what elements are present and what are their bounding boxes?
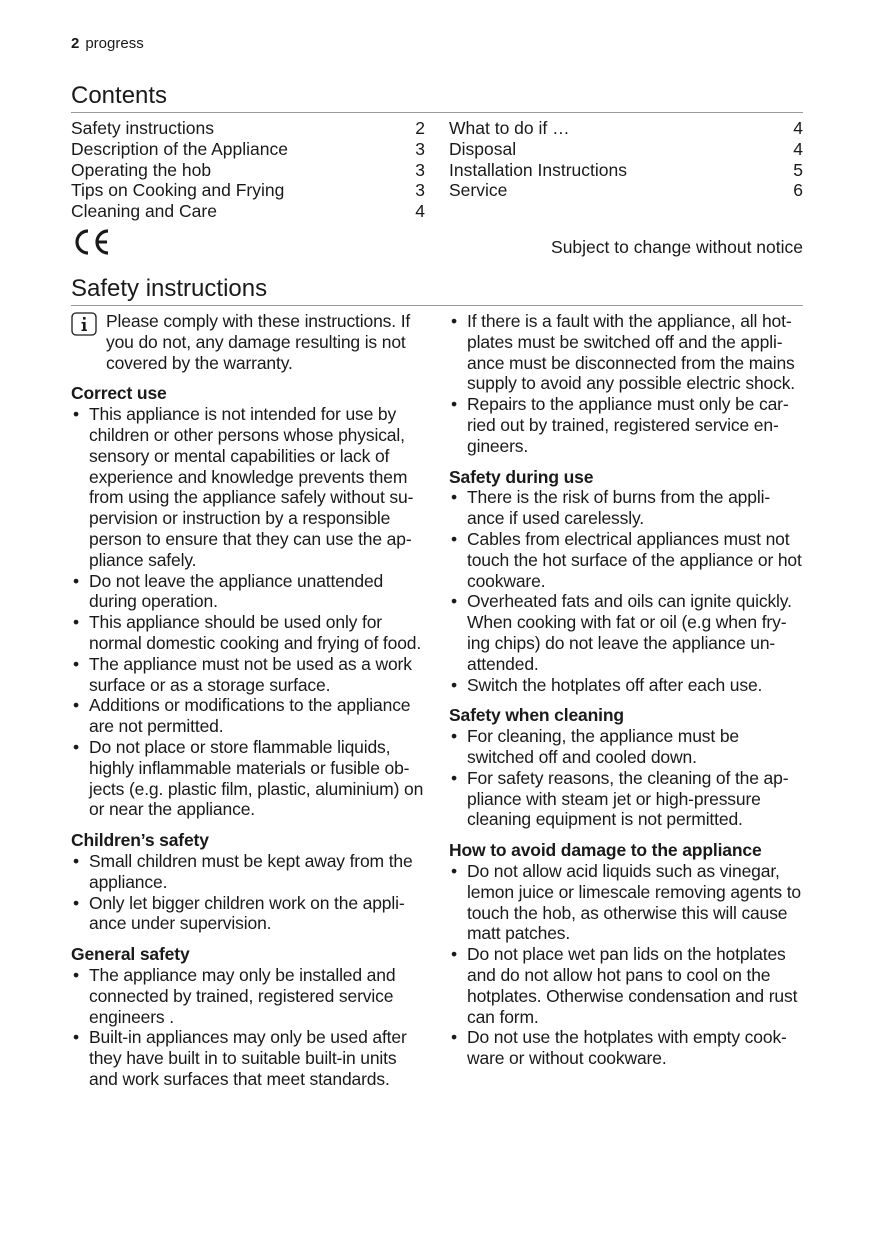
list-item: • This appliance is not intended for use by children or other persons whose physical, sensory or mental capabilities or lack of experience and knowledge prevents them from using the appliance safely without su-pervision or instruction by a responsible person to ensure that they can use the ap-pliance safely. — [71, 404, 425, 570]
right-text-column — [449, 311, 803, 1069]
brand-name: progress — [85, 35, 144, 52]
contents-divider — [71, 112, 803, 113]
list-item: • Overheated fats and oils can ignite quickly. When cooking with fat or oil (e.g when fry-ing chips) do not leave the appliance un-attended. — [449, 591, 803, 674]
toc-entry — [71, 118, 425, 139]
correct-use-heading: Correct use — [71, 383, 167, 404]
list-item: • This appliance should be used only for normal domestic cooking and frying of food. — [71, 612, 425, 654]
toc-label: Installation Instructions — [449, 159, 628, 180]
change-notice: Subject to change without notice — [551, 237, 803, 257]
list-item: • Switch the hotplates off after each use. — [449, 675, 803, 696]
toc-page: 2 — [415, 118, 425, 138]
list-item: • Small children must be kept away from the appliance. — [71, 851, 425, 893]
toc-page: 3 — [415, 138, 425, 159]
general-safety-list — [71, 965, 425, 1090]
list-item: • Do not allow acid liquids such as vinegar, lemon juice or limescale removing agents to touch the hob, as otherwise this will cause matt patches. — [449, 861, 803, 944]
safety-when-cleaning-heading: Safety when cleaning — [449, 705, 624, 726]
list-item: • Built-in appliances may only be used after they have built in to suitable built-in units and work surfaces that meet standards. — [71, 1027, 425, 1089]
info-icon — [71, 312, 97, 336]
toc-page: 3 — [415, 180, 425, 201]
safety-when-cleaning-list — [449, 726, 803, 830]
toc-page: 5 — [793, 159, 803, 180]
general-safety-heading: General safety — [71, 944, 190, 965]
ce-mark-icon — [71, 228, 111, 256]
toc-label: Operating the hob — [71, 159, 212, 180]
toc-entry — [71, 180, 425, 201]
left-text-column — [71, 311, 425, 1090]
safety-title: Safety instructions — [71, 275, 268, 302]
info-text: Please comply with these instructions. If you do not, any damage resulting is not covered by the warranty. — [106, 311, 411, 373]
list-item: • Only let bigger children work on the appli-ance under supervision. — [71, 893, 425, 935]
list-item: • Cables from electrical appliances must not touch the hot surface of the appliance or hot cookware. — [449, 529, 803, 591]
safety-during-use-list — [449, 487, 803, 695]
toc-entry — [449, 139, 803, 160]
toc-label: Tips on Cooking and Frying — [71, 180, 285, 201]
safety-during-use-heading: Safety during use — [449, 466, 594, 487]
toc-label: What to do if … — [449, 118, 570, 138]
toc-label: Disposal — [449, 138, 517, 159]
correct-use-list — [71, 404, 425, 820]
toc-label: Safety instructions — [71, 118, 214, 138]
list-item: • Do not place wet pan lids on the hotplates and do not allow hot pans to cool on the hotplates. Otherwise condensation and rust can form. — [449, 944, 803, 1027]
toc-entry — [71, 139, 425, 160]
toc-entry — [449, 180, 803, 201]
contents-title: Contents — [71, 82, 168, 109]
page-header — [71, 35, 144, 52]
general-safety-list-continued — [449, 311, 803, 457]
toc-page: 6 — [793, 180, 803, 201]
toc-left-column — [71, 118, 425, 222]
avoid-damage-heading: How to avoid damage to the appliance — [449, 840, 762, 861]
page-number: 2 — [71, 35, 80, 52]
list-item: • The appliance may only be installed and connected by trained, registered service engineers . — [71, 965, 425, 1027]
list-item: • The appliance must not be used as a work surface or as a storage surface. — [71, 654, 425, 696]
list-item: • Do not leave the appliance unattended during operation. — [71, 571, 425, 613]
toc-label: Service — [449, 180, 508, 201]
list-item: • There is the risk of burns from the appli-ance if used carelessly. — [449, 487, 803, 529]
toc-page: 4 — [793, 118, 803, 138]
list-item: • Do not place or store flammable liquids, highly inflammable materials or fusible ob-jects (e.g. plastic film, plastic, aluminium) on or near the appliance. — [71, 737, 425, 820]
list-item: • For cleaning, the appliance must be switched off and cooled down. — [449, 726, 803, 768]
toc-entry — [71, 201, 425, 222]
childrens-safety-list — [71, 851, 425, 934]
toc-entry — [449, 160, 803, 181]
childrens-safety-heading: Children’s safety — [71, 830, 209, 851]
list-item: • For safety reasons, the cleaning of the ap-pliance with steam jet or high-pressure cleaning equipment is not permitted. — [449, 768, 803, 830]
toc-page: 4 — [793, 138, 803, 159]
toc-page: 4 — [415, 201, 425, 222]
toc-label: Cleaning and Care — [71, 201, 217, 222]
toc-entry — [449, 118, 803, 139]
list-item: • Additions or modifications to the appliance are not permitted. — [71, 695, 425, 737]
toc-page: 3 — [415, 159, 425, 180]
list-item: • Repairs to the appliance must only be car-ried out by trained, registered service en-gineers. — [449, 394, 803, 456]
list-item: • If there is a fault with the appliance, all hot-plates must be switched off and the appli-ance must be disconnected from the mains supply to avoid any possible electric shock. — [449, 311, 803, 394]
avoid-damage-list — [449, 861, 803, 1069]
safety-divider — [71, 305, 803, 306]
list-item: • Do not use the hotplates with empty cook-ware or without cookware. — [449, 1027, 803, 1069]
toc-entry — [71, 160, 425, 181]
toc-right-column — [449, 118, 803, 201]
toc-label: Description of the Appliance — [71, 138, 288, 159]
info-note — [71, 311, 425, 373]
